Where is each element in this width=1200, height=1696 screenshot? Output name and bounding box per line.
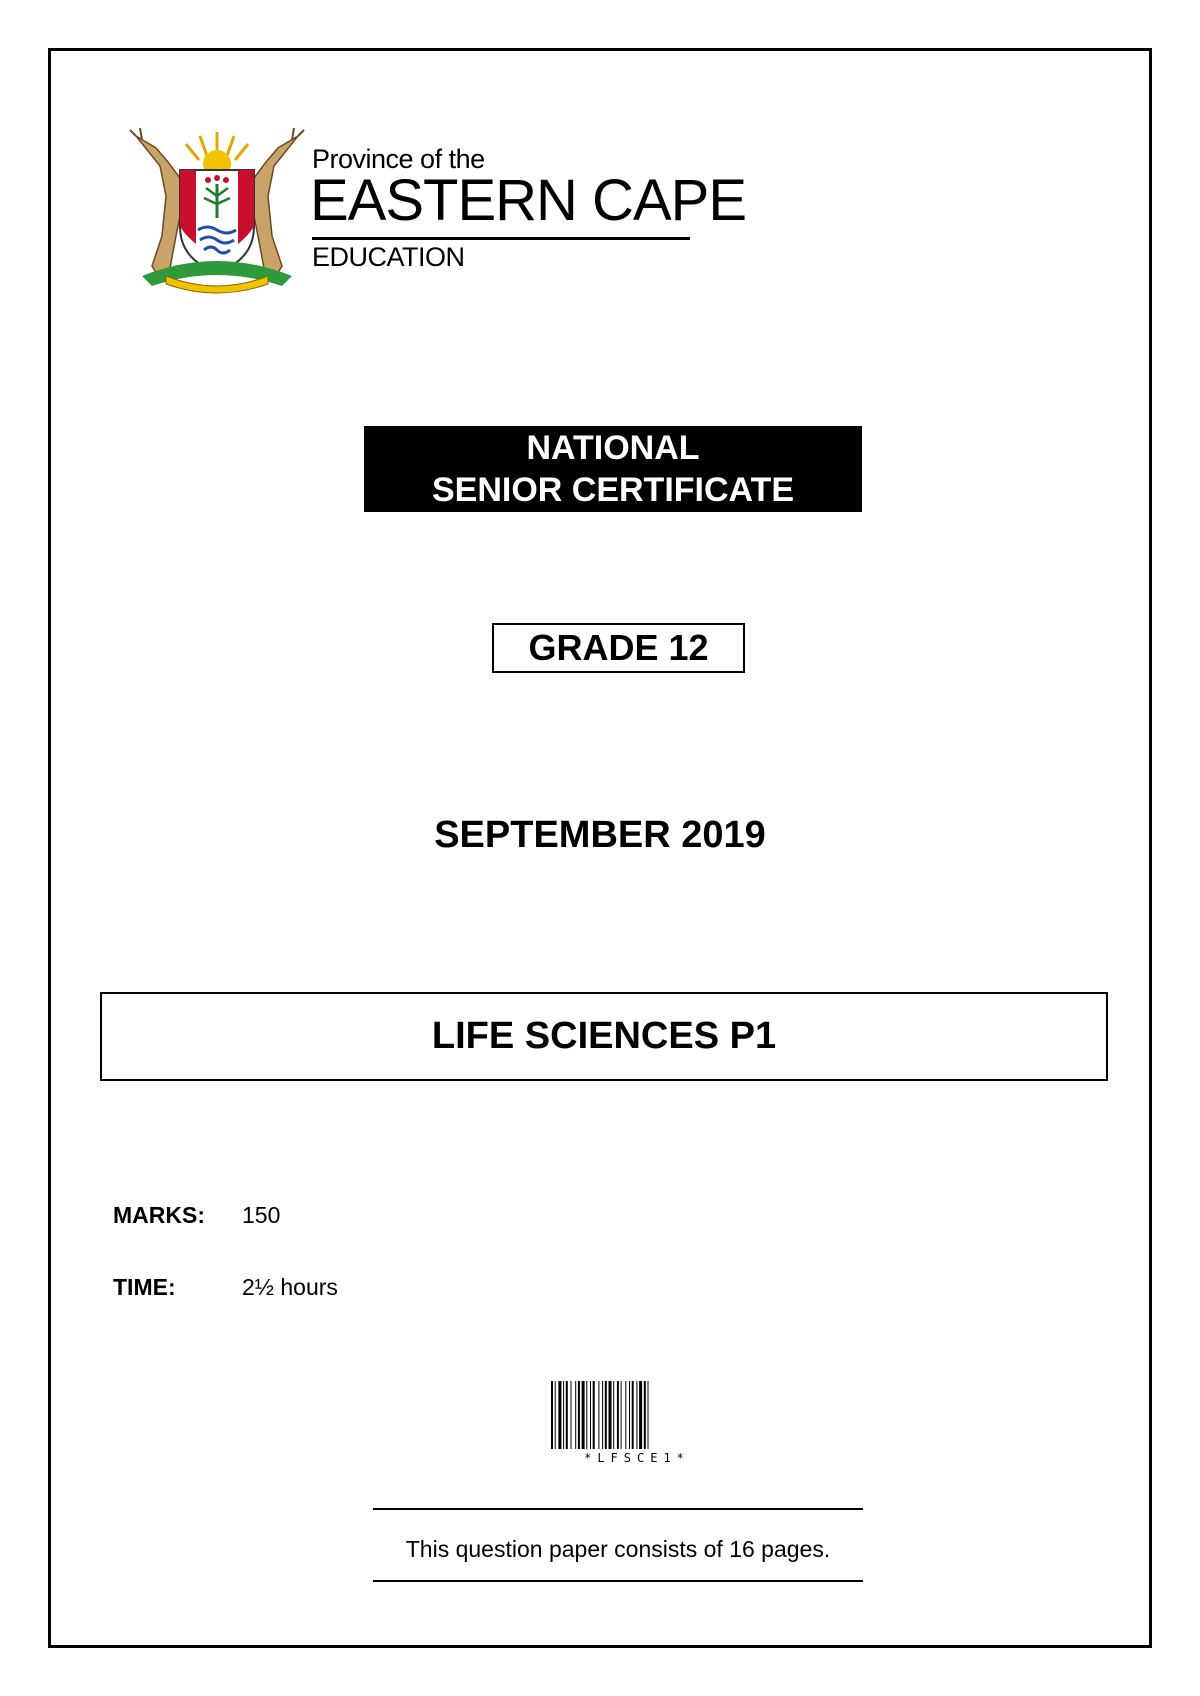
barcode-label: *LFSCE1* <box>584 1451 690 1465</box>
footer-rule-top <box>373 1508 863 1510</box>
department-name: EDUCATION <box>312 242 465 272</box>
subject-title: LIFE SCIENCES P1 <box>100 992 1108 1081</box>
coat-of-arms-icon <box>122 126 312 296</box>
exam-date: SEPTEMBER 2019 <box>434 814 766 856</box>
logo-divider <box>312 237 690 240</box>
grade-label: GRADE 12 <box>492 623 745 673</box>
time-label: TIME: <box>113 1274 176 1300</box>
marks-value: 150 <box>242 1202 281 1228</box>
province-name: EASTERN CAPE <box>310 168 746 233</box>
time-value: 2½ hours <box>242 1274 338 1300</box>
footer-rule-bottom <box>373 1580 863 1582</box>
province-prefix: Province of the <box>312 144 485 174</box>
eastern-cape-education-logo <box>122 126 746 296</box>
page-count-note: This question paper consists of 16 pages. <box>405 1536 831 1562</box>
certificate-line-1: NATIONAL <box>526 429 700 467</box>
marks-label: MARKS: <box>113 1202 205 1228</box>
certificate-banner <box>364 426 862 512</box>
certificate-line-2: SENIOR CERTIFICATE <box>431 471 795 509</box>
